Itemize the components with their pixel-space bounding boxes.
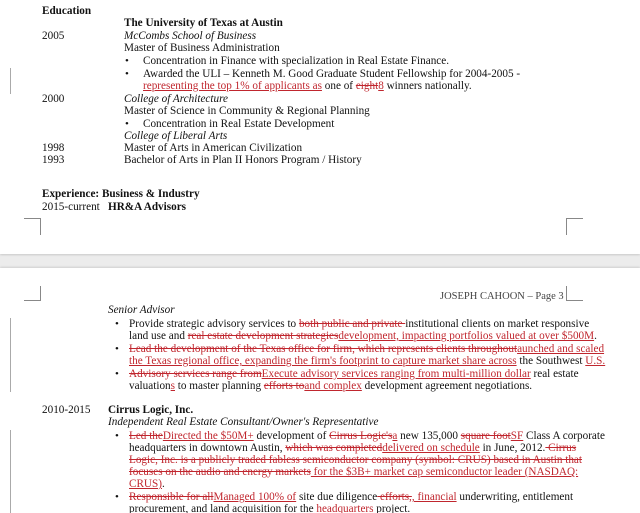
inserted-text: , financial [411, 491, 457, 503]
deleted-text: both public and private [298, 318, 406, 330]
bullet-icon: • [125, 55, 129, 67]
deleted-text: eight [355, 80, 379, 92]
year-1998: 1998 [42, 142, 65, 154]
exp-years: 2015-current [42, 201, 100, 213]
text-span: institutional clients on market responsive [405, 318, 590, 330]
bullet-icon: • [115, 318, 119, 330]
inserted-text: Managed 100% of [213, 491, 297, 503]
deleted-text: efforts to [263, 380, 305, 392]
bullet-finance: Concentration in Finance with specialization in Real Estate Finance. [143, 55, 450, 67]
year-1993: 1993 [42, 154, 65, 166]
cirrus-bullet-1-line5 [129, 478, 165, 491]
inserted-text: Directed the $50M+ [162, 430, 254, 442]
text-span: Provide strategic advisory services to [129, 318, 299, 330]
document-page-3 [0, 268, 640, 513]
bullet-icon: • [115, 368, 119, 380]
deleted-text: real estate development strategies [187, 330, 339, 342]
inserted-text: Execute advisory services ranging from multi-million dollar [261, 368, 531, 380]
inserted-text: development, impacting portfolios valued at over $500M [338, 330, 595, 342]
text-span: to master planning [175, 380, 264, 392]
deleted-text: Cirrus [545, 442, 577, 454]
bullet-icon: • [115, 343, 119, 355]
inserted-text: s [170, 380, 175, 392]
inserted-text: U.S. [585, 355, 606, 367]
text-span: project. [373, 503, 411, 513]
bullet-icon: • [115, 430, 119, 442]
year-2000: 2000 [42, 93, 65, 105]
cirrus-bullet-1-line4 [129, 466, 578, 479]
text-span: new 135,000 [397, 430, 461, 442]
deleted-text: efforts, [377, 491, 412, 503]
inserted-text: 8 [378, 80, 384, 92]
text-span: . [594, 330, 597, 342]
degree-mba: Master of Business Administration [124, 42, 280, 54]
university-name: The University of Texas at Austin [124, 17, 283, 29]
liberal-school: College of Liberal Arts [124, 130, 228, 142]
school-name: McCombs School of Business [124, 30, 257, 42]
inserted-text: for the $3B+ market cap semiconductor leader (NASDAQ: [310, 466, 579, 478]
cirrus-company: Cirrus Logic, Inc. [108, 404, 194, 416]
deleted-text: Led the [129, 430, 163, 442]
year-2005: 2005 [42, 30, 65, 42]
text-span: development agreement negotiations. [361, 380, 533, 392]
change-bar [10, 430, 11, 513]
text-span: in June, 2012. [479, 442, 546, 454]
running-header: JOSEPH CAHOON – Page 3 [440, 291, 564, 302]
margin-corner-mark [24, 286, 41, 301]
text-span: winners nationally. [383, 80, 472, 92]
inserted-text: headquarters [316, 503, 374, 513]
text-span: site due diligence [296, 491, 378, 503]
bullet-icon: • [125, 68, 129, 80]
advisor-bullet-2-line2 [129, 355, 605, 368]
inserted-text: CRUS) [129, 478, 162, 490]
deleted-text: Responsible for all [129, 491, 214, 503]
deleted-text: square foot [460, 430, 511, 442]
role-senior-advisor: Senior Advisor [108, 304, 175, 316]
cirrus-role: Independent Real Estate Consultant/Owner's Representative [108, 416, 379, 428]
text-span: procurement, and land acquisition for the [129, 503, 317, 513]
degree-1993: Bachelor of Arts in Plan II Honors Program / History [124, 154, 362, 166]
deleted-text: Logic, Inc. is a publicly traded fabless semiconductor company (symbol: CRUS) based in Austin that [129, 454, 583, 466]
deleted-text: which was completed [285, 442, 383, 454]
text-span: one of [321, 80, 356, 92]
document-page-2 [0, 0, 640, 254]
inserted-text: delivered on schedule [382, 442, 480, 454]
change-bar [10, 68, 11, 94]
inserted-text: SF [510, 430, 524, 442]
bullet-award-line1: Awarded the ULI – Kenneth M. Good Graduate Student Fellowship for 2004-2005 - [143, 68, 521, 80]
education-heading: Education [42, 5, 92, 17]
experience-heading: Experience: Business & Industry [42, 188, 200, 200]
inserted-text: a [392, 430, 398, 442]
bullet-icon: • [125, 118, 129, 130]
inserted-text: and complex [304, 380, 362, 392]
advisor-bullet-1-line2 [129, 330, 597, 343]
bullet-award-line2 [143, 80, 472, 93]
text-span: real estate [530, 368, 579, 380]
text-span: land use and [129, 330, 188, 342]
text-span: . [161, 478, 165, 490]
degree-1998: Master of Arts in American Civilization [124, 142, 303, 154]
text-span: Class A corporate [523, 430, 605, 442]
margin-corner-mark [566, 286, 583, 301]
inserted-text: the Texas regional office, expanding the firm's footprint to capture market share across [129, 355, 517, 367]
deleted-text: focuses on the audio and energy markets [129, 466, 311, 478]
cirrus-years: 2010-2015 [42, 404, 91, 416]
deleted-text: Lead the development of the Texas office for firm, which represents clients throughout [129, 343, 518, 355]
inserted-text: representing the top 1% of applicants as [143, 80, 322, 92]
text-span: development of [253, 430, 330, 442]
inserted-text: aunched and scaled [517, 343, 605, 355]
deleted-text: Cirrus Logic's [329, 430, 393, 442]
margin-corner-mark [566, 218, 583, 235]
exp-company: HR&A Advisors [108, 201, 187, 213]
bullet-icon: • [115, 491, 119, 503]
text-span: headquarters in downtown Austin, [129, 442, 286, 454]
arch-degree: Master of Science in Community & Regional Planning [124, 105, 370, 117]
text-span: underwriting, entitlement [456, 491, 574, 503]
arch-school: College of Architecture [124, 93, 228, 105]
margin-corner-mark [24, 218, 41, 235]
change-bar [10, 318, 11, 392]
advisor-bullet-3-line2 [129, 380, 532, 393]
text-span: the Southwest [516, 355, 586, 367]
deleted-text: Advisory services range from [129, 368, 262, 380]
arch-bullet: Concentration in Real Estate Development [143, 118, 335, 130]
cirrus-bullet-2-line2 [129, 503, 410, 513]
text-span: valuation [129, 380, 171, 392]
